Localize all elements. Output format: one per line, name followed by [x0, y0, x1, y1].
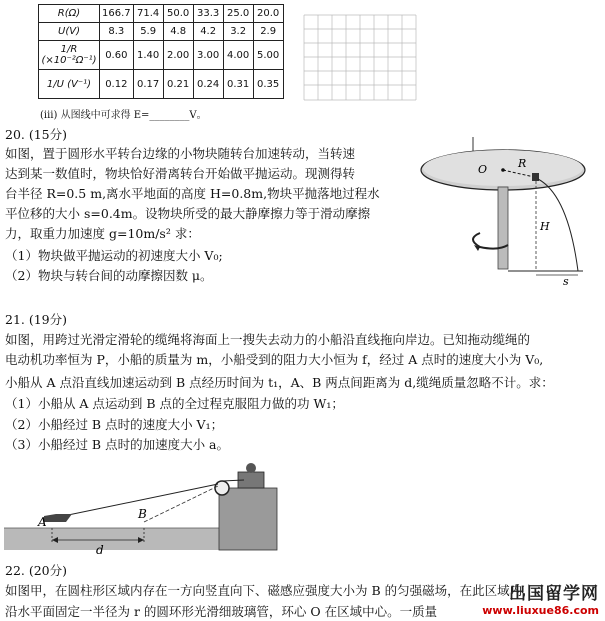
table-cell: 4.2 — [193, 23, 223, 41]
boat-pulley-figure — [4, 458, 284, 558]
q21-line: （3）小船经过 B 点时的加速度大小 a。 — [5, 437, 230, 452]
q20-line: 台半径 R=0.5 m,离水平地面的高度 H=0.8m,物块平抛落地过程水 — [5, 186, 380, 201]
q20-line: （2）物块与转台间的动摩擦因数 μ。 — [5, 268, 213, 283]
table-cell: 8.3 — [100, 23, 134, 41]
table-row — [39, 5, 284, 23]
table-cell: 33.3 — [193, 5, 223, 23]
table-cell: 166.7 — [100, 5, 134, 23]
watermark-url: www.liuxue86.com — [482, 604, 599, 617]
q21-line: （2）小船经过 B 点时的速度大小 V₁； — [5, 417, 224, 432]
q20-line: （1）物块做平抛运动的初速度大小 V₀; — [5, 248, 223, 263]
label-d: d — [96, 543, 104, 557]
table-cell: 0.21 — [163, 70, 193, 99]
row-header: R(Ω) — [39, 5, 100, 23]
table-cell: 20.0 — [253, 5, 283, 23]
q21-title: 21. (19分) — [5, 312, 68, 327]
q20-line: 达到某一数值时，物块恰好滑离转台开始做平抛运动。现测得转 — [5, 166, 356, 181]
site-watermark — [482, 579, 599, 617]
row-header: 1/R (×10⁻²Ω⁻¹) — [39, 41, 100, 70]
q22-line: 如图甲，在圆柱形区域内存在一方向竖直向下、磁感应强度大小为 B 的匀强磁场，在此区域内， — [5, 583, 535, 598]
q21-line: 电动机功率恒为 P，小船的质量为 m，小船受到的阻力大小恒为 f，经过 A 点时的速度大小为 V₀, — [5, 352, 544, 367]
table-cell: 0.24 — [193, 70, 223, 99]
label-r: R — [518, 157, 527, 170]
table-cell: 25.0 — [223, 5, 253, 23]
label-b: B — [138, 507, 147, 521]
turntable-figure — [418, 135, 588, 285]
table-cell: 0.12 — [100, 70, 134, 99]
table-cell: 3.00 — [193, 41, 223, 70]
table-cell: 2.9 — [253, 23, 283, 41]
table-cell: 50.0 — [163, 5, 193, 23]
label-h: H — [540, 220, 550, 233]
table-cell: 0.60 — [100, 41, 134, 70]
q20-line: 平位移的大小 s=0.4m。设物块所受的最大静摩擦力等于滑动摩擦 — [5, 206, 371, 221]
table-cell: 0.35 — [253, 70, 283, 99]
q20-line: 如图，置于圆形水平转台边缘的小物块随转台加速转动，当转速 — [5, 146, 356, 161]
table-row — [39, 70, 284, 99]
table-cell: 5.00 — [253, 41, 283, 70]
data-table — [38, 4, 284, 99]
row-header: 1/U (V⁻¹) — [39, 70, 100, 99]
row-header: U(V) — [39, 23, 100, 41]
table-footnote: (ⅲ) 从图线中可求得 E=________V。 — [40, 110, 207, 121]
q21-line: 如图，用跨过光滑定滑轮的缆绳将海面上一搜失去动力的小船沿直线拖向岸边。已知拖动缆绳的 — [5, 332, 531, 347]
table-cell: 5.9 — [133, 23, 163, 41]
table-cell: 1.40 — [133, 41, 163, 70]
table-cell: 0.31 — [223, 70, 253, 99]
table-cell: 4.00 — [223, 41, 253, 70]
q22-line: 沿水平面固定一半径为 r 的圆环形光滑细玻璃管，环心 O 在区域中心。一质量 — [5, 604, 438, 619]
watermark-name: 出国留学网 — [509, 584, 599, 604]
q21-line: 小船从 A 点沿直线加速运动到 B 点经历时间为 t₁，A、B 两点间距离为 d,缆绳质量忽略不计。求： — [5, 375, 554, 390]
table-cell: 4.8 — [163, 23, 193, 41]
table-row — [39, 41, 284, 70]
q22-title: 22. (20分) — [5, 563, 68, 578]
label-o: O — [478, 163, 488, 176]
table-cell: 3.2 — [223, 23, 253, 41]
q21-line: （1）小船从 A 点运动到 B 点的全过程克服阻力做的功 W₁； — [5, 396, 344, 411]
table-cell: 2.00 — [163, 41, 193, 70]
q20-title: 20. (15分) — [5, 127, 68, 142]
table-cell: 0.17 — [133, 70, 163, 99]
table-cell: 71.4 — [133, 5, 163, 23]
q20-line: 力，取重力加速度 g=10m/s² 求： — [5, 226, 200, 241]
blank-graph-grid — [294, 10, 424, 108]
label-s: s — [563, 275, 569, 285]
table-row — [39, 23, 284, 41]
label-a: A — [38, 515, 47, 529]
